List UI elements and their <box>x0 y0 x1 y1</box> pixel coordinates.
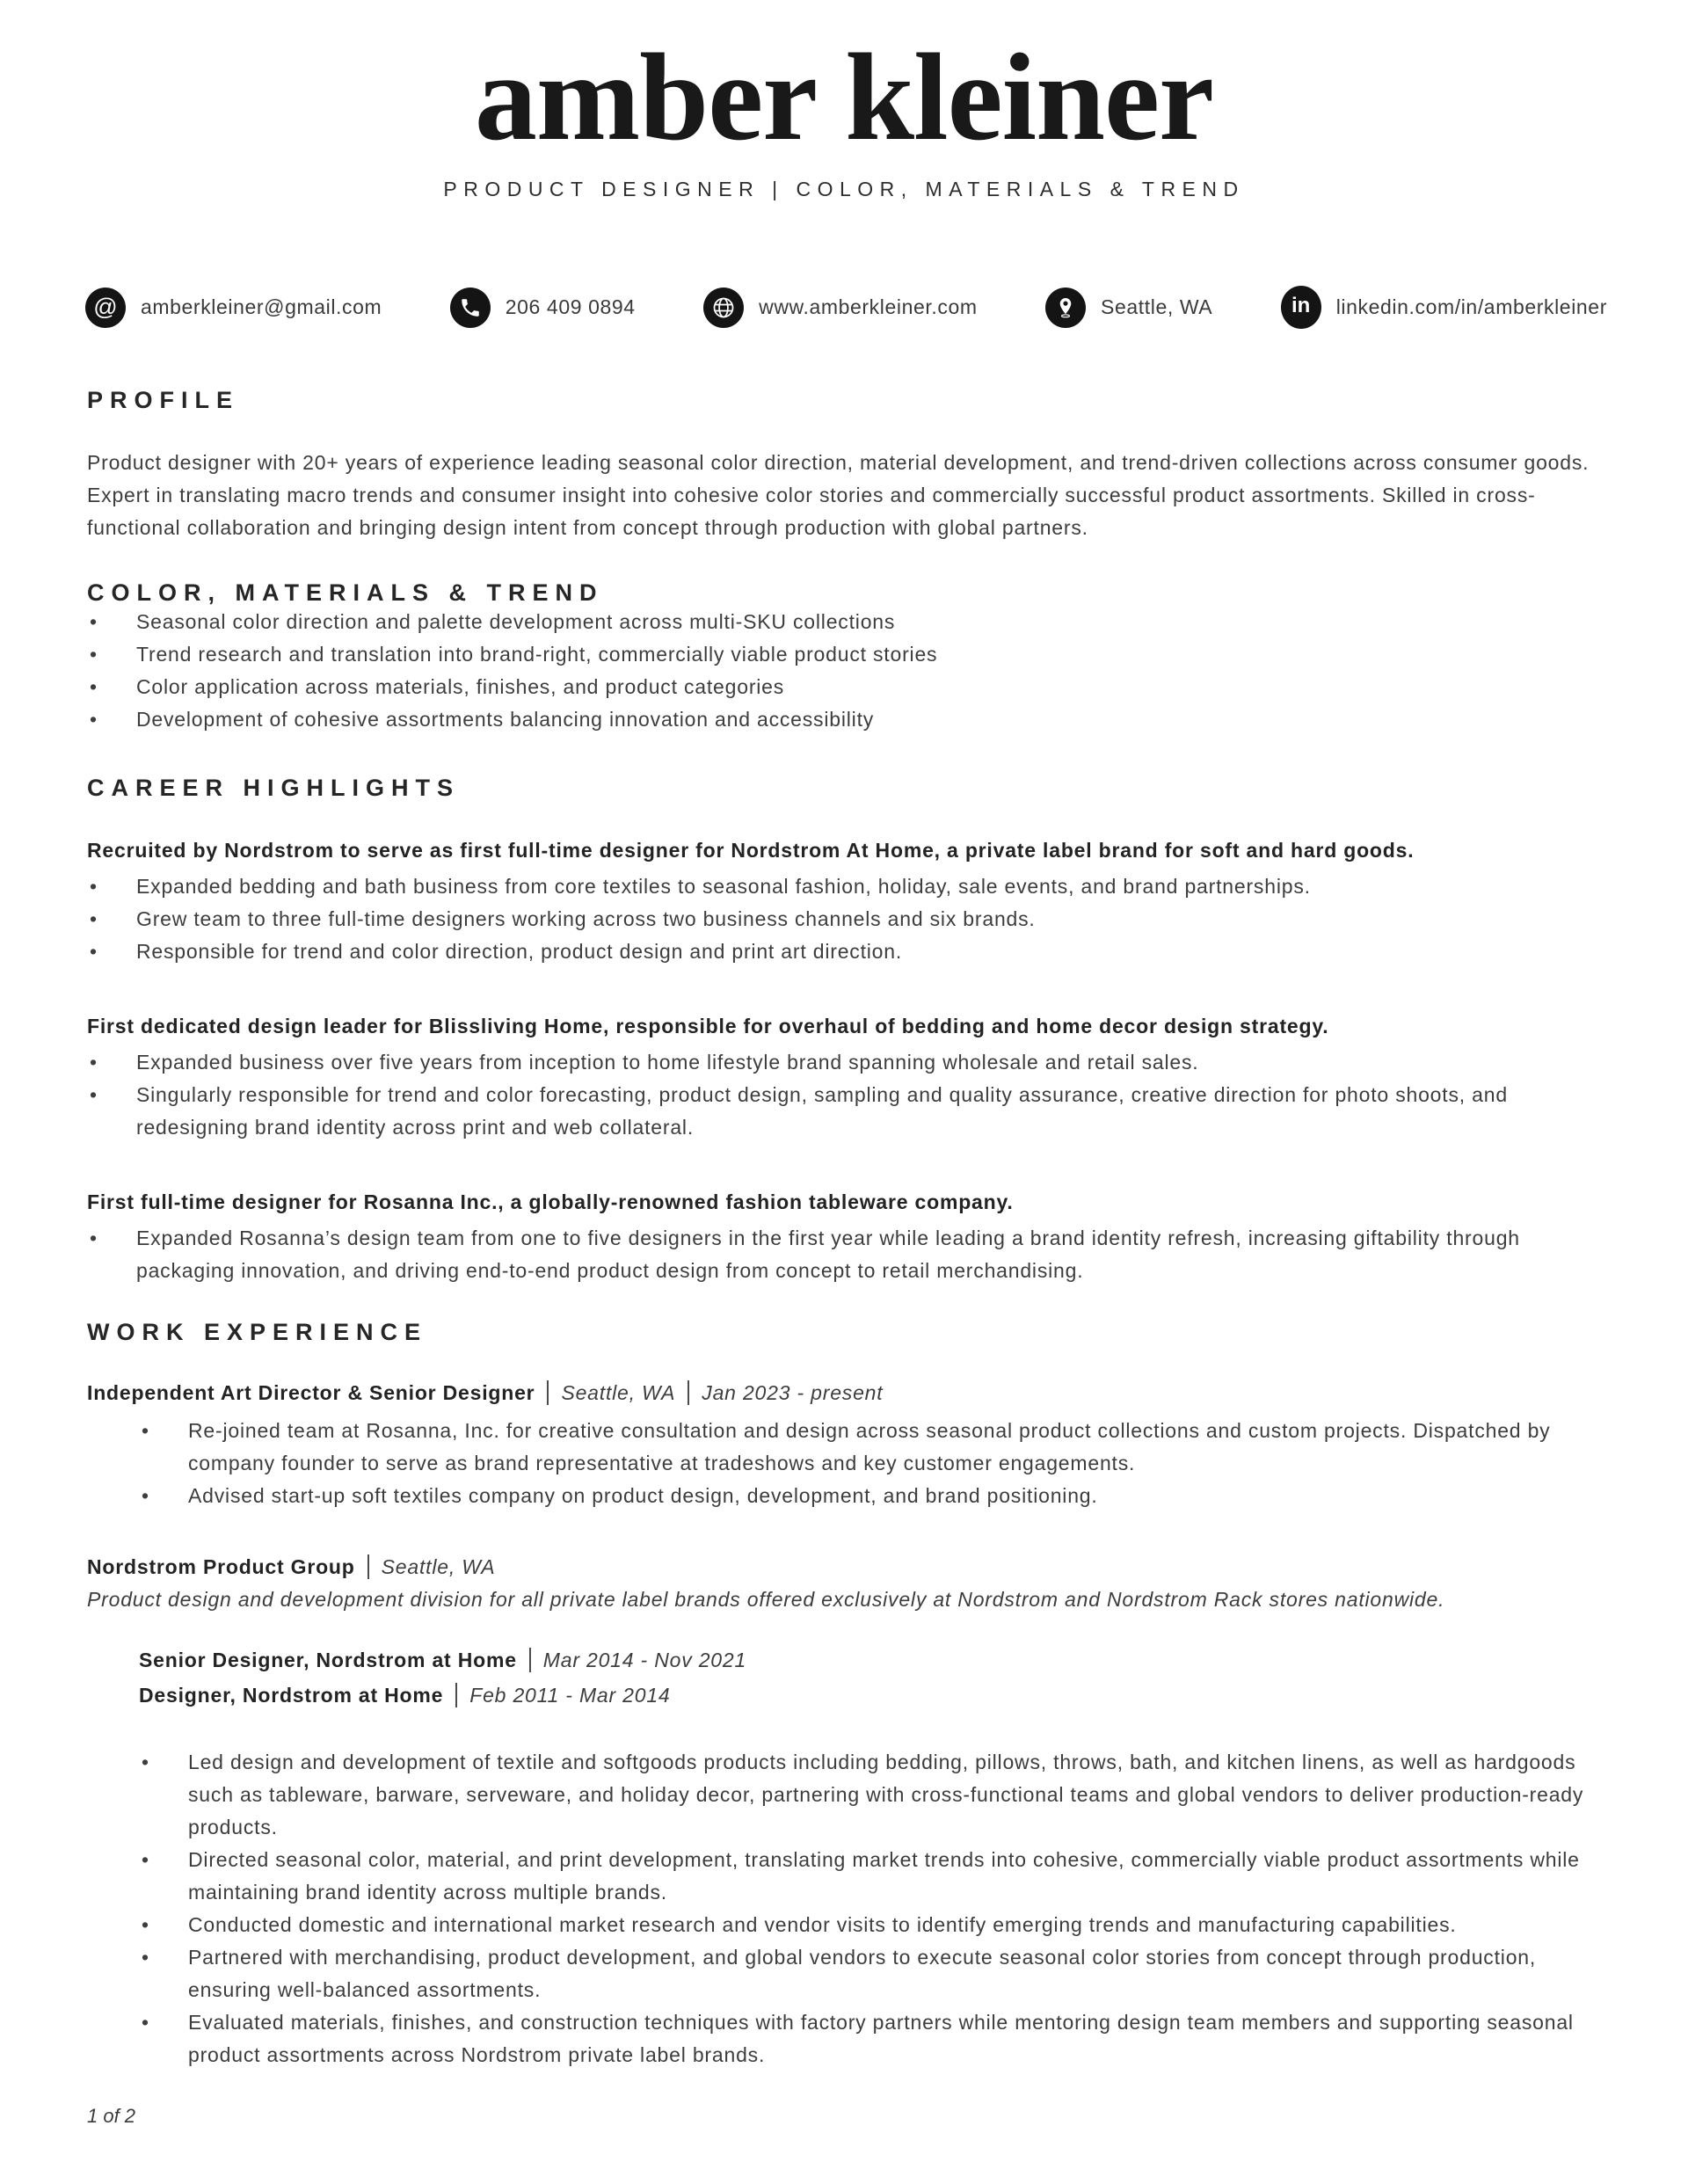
at-icon: @ <box>85 288 126 328</box>
contact-linkedin-label: linkedin.com/in/amberkleiner <box>1335 295 1607 318</box>
section-work-experience <box>87 1319 1609 2071</box>
list-item: • Partnered with merchandising, product development, and global vendors to execute seasonal color stories from concept through production, ensuring well-balanced assortments. <box>139 1941 1609 2006</box>
company-description: Product design and development division for all private label brands offered exclusively at Nordstrom and Nordstrom Rack stores nationwide. <box>87 1588 1445 1611</box>
divider <box>367 1554 369 1579</box>
profile-text: Product designer with 20+ years of experience leading seasonal color direction, material development, and trend-driven collections across consumer goods. Expert in translating macro trends and consumer insight into cohesive color stories and commercially successful product assortments. Skilled in cross-functional collaboration and bringing design intent from concept through production with global partners. <box>87 451 1590 539</box>
divider <box>529 1648 531 1672</box>
list-item: • Grew team to three full-time designers working across two business channels and six brands. <box>87 903 1609 935</box>
phone-icon <box>450 288 491 328</box>
profile-heading: PROFILE <box>87 387 240 413</box>
subtitle: PRODUCT DESIGNER | COLOR, MATERIALS & TREND <box>443 178 1245 200</box>
list-item: • Expanded Rosanna’s design team from one to five designers in the first year while leading a brand identity refresh, increasing giftability through packaging innovation, and driving end-to-end product design from concept to retail merchandising. <box>87 1222 1609 1287</box>
career-group-bullets <box>87 1046 1609 1144</box>
career-group-lead: First dedicated design leader for Blissliving Home, responsible for overhaul of bedding and home decor design strategy. <box>87 1015 1329 1037</box>
job-nordstrom-product-group <box>87 1551 1609 2071</box>
section-career-highlights <box>87 775 1609 1287</box>
contact-email-label: amberkleiner@gmail.com <box>141 295 382 318</box>
list-item: • Directed seasonal color, material, and print development, translating market trends into cohesive, commercially viable product assortments while maintaining brand identity across multiple brands. <box>139 1844 1609 1909</box>
contact-phone-label: 206 409 0894 <box>505 295 636 318</box>
content <box>87 387 1609 2071</box>
job-header <box>87 1377 1609 1409</box>
list-item: • Trend research and translation into brand-right, commercially viable product stories <box>87 638 1609 671</box>
contact-website-label: www.amberkleiner.com <box>759 295 978 318</box>
role-entry <box>139 1642 1609 1678</box>
contact-linkedin <box>1281 286 1607 329</box>
list-item: • Re-joined team at Rosanna, Inc. for creative consultation and design across seasonal product collections and custom projects. Dispatched by company founder to serve as brand representative at tradeshows and key customer engagements. <box>139 1415 1609 1480</box>
career-group-nordstrom <box>87 834 1609 968</box>
page-number: 1 of 2 <box>87 2105 136 2127</box>
list-item: • Expanded business over five years from inception to home lifestyle brand spanning wholesale and retail sales. <box>87 1046 1609 1079</box>
career-heading: CAREER HIGHLIGHTS <box>87 775 461 801</box>
globe-icon <box>703 288 744 328</box>
list-item: • Conducted domestic and international market research and vendor visits to identify emerging trends and manufacturing capabilities. <box>139 1909 1609 1941</box>
job-dates: Jan 2023 - present <box>702 1381 884 1404</box>
job-bullets <box>139 1415 1609 1512</box>
list-item: • Color application across materials, finishes, and product categories <box>87 671 1609 703</box>
role-dates: Mar 2014 - Nov 2021 <box>542 1649 747 1671</box>
career-group-bullets <box>87 870 1609 968</box>
job-title: Independent Art Director & Senior Designer <box>87 1381 535 1404</box>
career-group-lead: First full-time designer for Rosanna Inc., a globally-renowned fashion tableware company. <box>87 1190 1014 1213</box>
role-dates: Feb 2011 - Mar 2014 <box>469 1684 671 1707</box>
job-independent <box>87 1377 1609 1512</box>
list-item: • Singularly responsible for trend and color forecasting, product design, sampling and quality assurance, creative direction for photo shoots, and redesigning brand identity across print and web collateral. <box>87 1079 1609 1144</box>
job-header <box>87 1551 1609 1583</box>
page-title: amber kleiner <box>474 27 1214 166</box>
list-item: • Seasonal color direction and palette development across multi-SKU collections <box>87 606 1609 638</box>
work-heading: WORK EXPERIENCE <box>87 1319 428 1345</box>
list-item: • Led design and development of textile and softgoods products including bedding, pillows, throws, bath, and kitchen linens, as well as hardgoods such as tableware, barware, serveware, and holiday decor, partnering with cross-functional teams and global vendors to deliver production-ready products. <box>139 1746 1609 1844</box>
role-entry <box>139 1678 1609 1713</box>
section-profile <box>87 387 1609 544</box>
contact-location <box>1045 288 1212 328</box>
contact-email <box>85 288 382 328</box>
divider <box>688 1380 689 1405</box>
header <box>0 0 1688 201</box>
list-item: • Expanded bedding and bath business from core textiles to seasonal fashion, holiday, sale events, and brand partnerships. <box>87 870 1609 903</box>
divider <box>547 1380 549 1405</box>
job-location: Seattle, WA <box>561 1381 676 1404</box>
location-pin-icon <box>1045 288 1086 328</box>
company-name: Nordstrom Product Group <box>87 1555 355 1578</box>
contact-row <box>85 286 1607 329</box>
list-item: • Development of cohesive assortments balancing innovation and accessibility <box>87 703 1609 736</box>
list-item: • Responsible for trend and color direction, product design and print art direction. <box>87 935 1609 968</box>
section-color-materials-trend <box>87 579 1609 736</box>
cmt-heading: COLOR, MATERIALS & TREND <box>87 579 604 606</box>
role-title: Designer, Nordstrom at Home <box>139 1684 444 1707</box>
job-location: Seattle, WA <box>381 1555 496 1578</box>
role-title: Senior Designer, Nordstrom at Home <box>139 1649 517 1671</box>
list-item: • Evaluated materials, finishes, and construction techniques with factory partners while mentoring design team members and supporting seasonal product assortments across Nordstrom private label brands. <box>139 2006 1609 2071</box>
career-group-rosanna <box>87 1186 1609 1287</box>
career-group-bullets <box>87 1222 1609 1287</box>
contact-phone <box>450 288 636 328</box>
cmt-bullet-list <box>87 606 1609 736</box>
linkedin-icon: in <box>1281 286 1321 329</box>
career-group-lead: Recruited by Nordstrom to serve as first full-time designer for Nordstrom At Home, a private label brand for soft and hard goods. <box>87 839 1415 862</box>
career-group-blissliving <box>87 1010 1609 1144</box>
contact-website <box>703 288 977 328</box>
list-item: • Advised start-up soft textiles company on product design, development, and brand positioning. <box>139 1480 1609 1512</box>
role-list <box>139 1642 1609 1713</box>
divider <box>455 1683 457 1707</box>
contact-location-label: Seattle, WA <box>1101 295 1213 318</box>
job-bullets <box>139 1746 1609 2071</box>
